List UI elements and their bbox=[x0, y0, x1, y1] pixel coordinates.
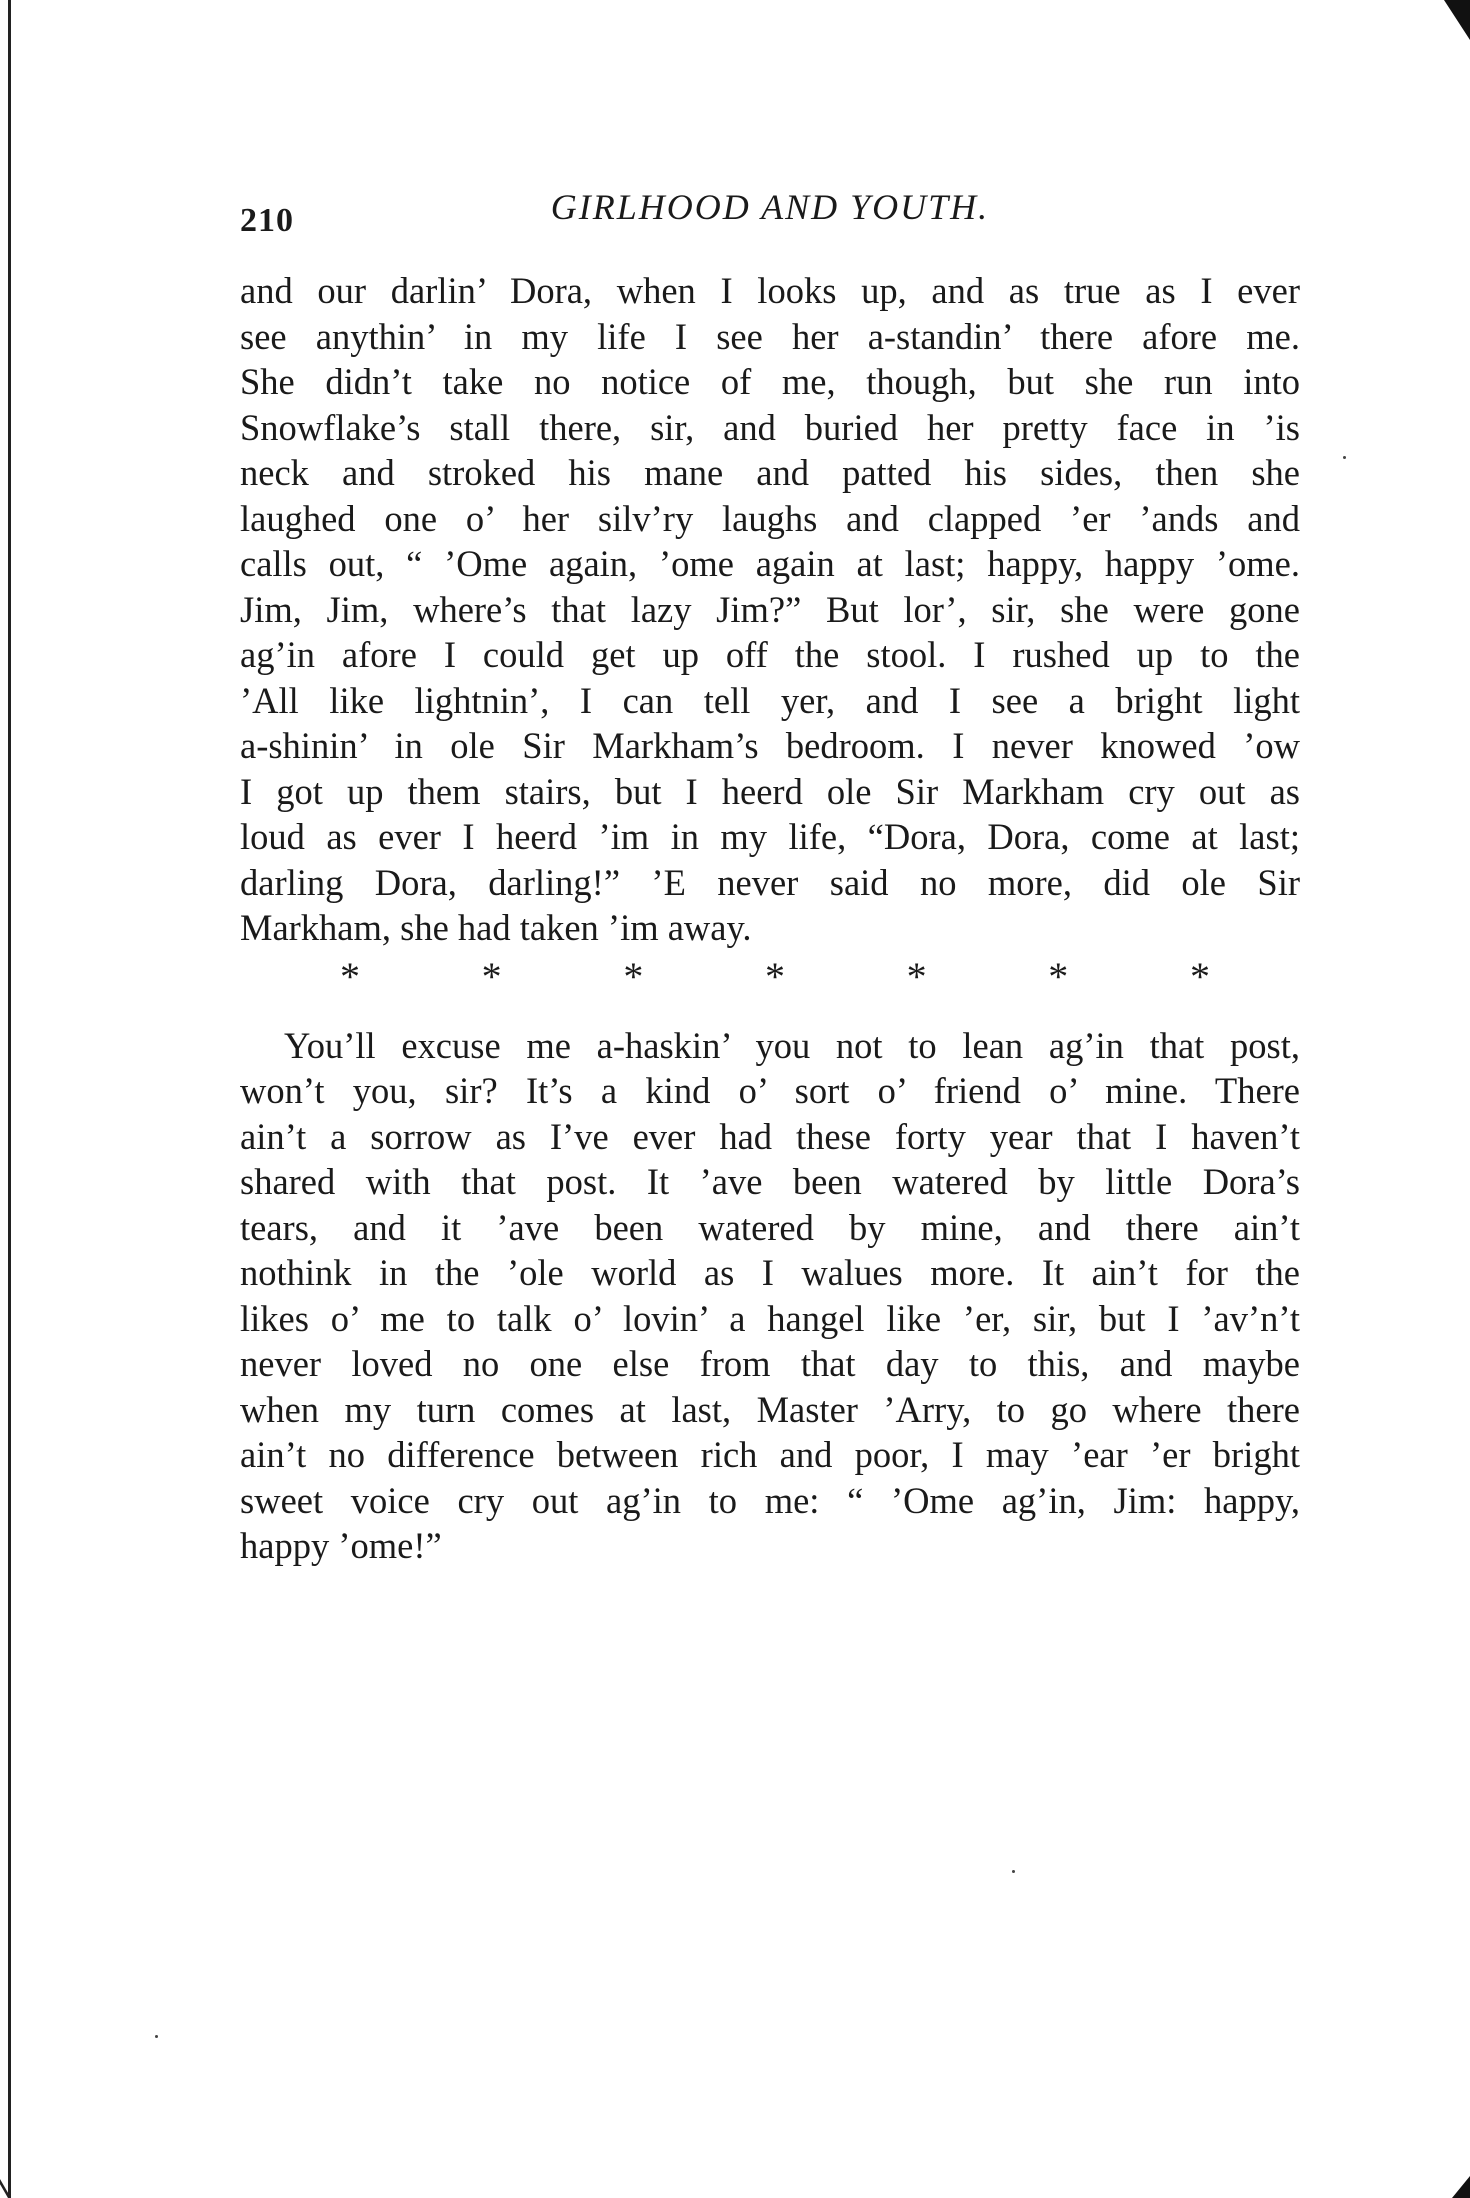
asterisk: * bbox=[1189, 953, 1210, 999]
corner-mark bbox=[1444, 0, 1470, 40]
text-line: likes o’ me to talk o’ lovin’ a hangel like ’er, sir, but I ’av’n’t bbox=[240, 1297, 1300, 1339]
text-line: Snowflake’s stall there, sir, and buried her pretty face in ’is bbox=[240, 406, 1300, 448]
text-line: You’ll excuse me a-haskin’ you not to lean ag’in that post, bbox=[284, 1024, 1300, 1066]
text-line: Markham, she had taken ’im away. bbox=[240, 907, 752, 948]
text-line: won’t you, sir? It’s a kind o’ sort o’ friend o’ mine. There bbox=[240, 1070, 1300, 1111]
text-line: darling Dora, darling!” ’E never said no more, did ole Sir bbox=[240, 861, 1300, 903]
corner-mark-bottom bbox=[1452, 2176, 1470, 2198]
text-line: tears, and it ’ave been watered by mine, and there ain’t bbox=[240, 1206, 1300, 1248]
body-text bbox=[240, 268, 1300, 1569]
text-line: ag’in afore I could get up off the stool. I rushed up to the bbox=[240, 634, 1300, 675]
text-line: ’All like lightnin’, I can tell yer, and I see a bright light bbox=[240, 679, 1300, 721]
page-header-title: GIRLHOOD AND YOUTH. bbox=[550, 187, 990, 227]
paragraph-1 bbox=[240, 268, 1300, 951]
print-speck bbox=[1343, 456, 1346, 459]
asterisk: * bbox=[481, 953, 502, 999]
paragraph-gap bbox=[240, 1003, 1300, 1023]
text-line: see anythin’ in my life I see her a-standin’ there afore me. bbox=[240, 315, 1300, 357]
text-line: She didn’t take no notice of me, though, but she run into bbox=[240, 361, 1300, 402]
text-line: and our darlin’ Dora, when I looks up, and as true as I ever bbox=[240, 270, 1300, 311]
asterisk: * bbox=[623, 953, 644, 999]
text-line: happy ’ome!” bbox=[240, 1525, 442, 1566]
page-number: 210 bbox=[240, 202, 294, 239]
text-line: loud as ever I heerd ’im in my life, “Dora, Dora, come at last; bbox=[240, 816, 1300, 857]
text-line: nothink in the ’ole world as I walues more. It ain’t for the bbox=[240, 1252, 1300, 1293]
asterisk: * bbox=[764, 953, 785, 999]
paragraph-2 bbox=[240, 1023, 1300, 1569]
running-head bbox=[240, 186, 1300, 239]
asterisk: * bbox=[1048, 953, 1069, 999]
text-line: shared with that post. It ’ave been watered by little Dora’s bbox=[240, 1161, 1300, 1202]
asterisk: * bbox=[340, 953, 360, 999]
edge-mark-bottom-left bbox=[0, 2158, 39, 2198]
text-line: calls out, “ ’Ome again, ’ome again at last; happy, happy ’ome. bbox=[240, 543, 1300, 584]
print-speck bbox=[1012, 1870, 1015, 1873]
asterisk: * bbox=[906, 953, 927, 999]
text-line: Jim, Jim, where’s that lazy Jim?” But lor’, sir, she were gone bbox=[240, 588, 1300, 630]
section-separator bbox=[340, 951, 1210, 1003]
text-line: never loved no one else from that day to this, and maybe bbox=[240, 1343, 1300, 1384]
text-line: ain’t no difference between rich and poor, I may ’ear ’er bright bbox=[240, 1434, 1300, 1475]
page-edge bbox=[8, 0, 11, 2198]
text-line: sweet voice cry out ag’in to me: “ ’Ome ag’in, Jim: happy, bbox=[240, 1479, 1300, 1521]
text-line: laughed one o’ her silv’ry laughs and clapped ’er ’ands and bbox=[240, 497, 1300, 539]
text-line: when my turn comes at last, Master ’Arry, to go where there bbox=[240, 1388, 1300, 1430]
print-speck bbox=[155, 2035, 158, 2038]
text-line: a-shinin’ in ole Sir Markham’s bedroom. I never knowed ’ow bbox=[240, 725, 1300, 766]
text-line: I got up them stairs, but I heerd ole Sir Markham cry out as bbox=[240, 770, 1300, 812]
text-line: ain’t a sorrow as I’ve ever had these forty year that I haven’t bbox=[240, 1115, 1300, 1157]
text-line: neck and stroked his mane and patted his sides, then she bbox=[240, 452, 1300, 493]
